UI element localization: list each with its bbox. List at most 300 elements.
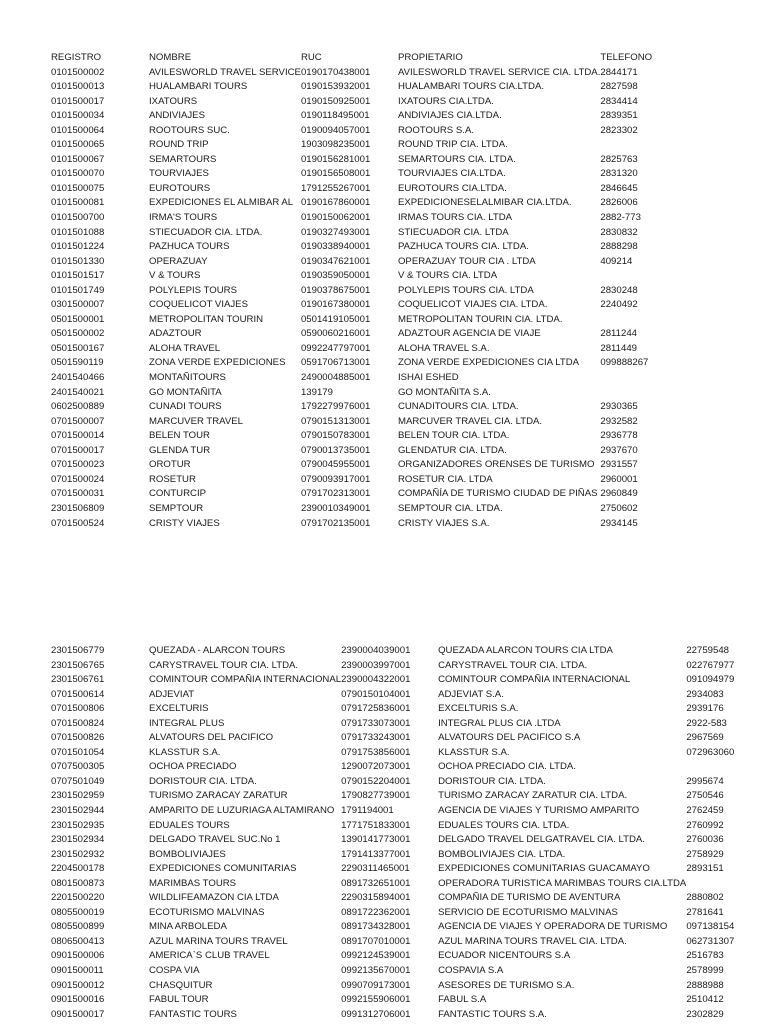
cell-registro: 0701500614 xyxy=(51,688,105,700)
cell-propietario: TOURVIAJES CIA.LTDA. xyxy=(397,168,506,180)
cell-propietario: BOMBOLIVIAJES CIA. LTDA. xyxy=(438,848,566,860)
travel-agency-table-bottom xyxy=(51,644,746,1022)
cell-nombre: HUALAMBARI TOURS xyxy=(149,81,248,93)
cell-ruc: 0190167860001 xyxy=(300,197,371,209)
table-row xyxy=(51,95,660,110)
cell-nombre: IXATOURS xyxy=(149,95,198,107)
cell-ruc: 2390004039001 xyxy=(341,645,411,656)
cell-nombre: EXPEDICIONES EL ALMIBAR AL xyxy=(149,197,294,209)
table-row xyxy=(51,659,746,674)
cell-registro: 2301506761 xyxy=(51,674,105,686)
cell-nombre: V & TOURS xyxy=(149,270,201,282)
cell-ruc: 0190156281001 xyxy=(300,153,371,165)
cell-propietario: COMPAÑIA DE TURISMO DE AVENTURA xyxy=(438,892,621,904)
cell-propietario: EDUALES TOURS CIA. LTDA. xyxy=(438,819,570,831)
cell-propietario: FANTASTIC TOURS S.A. xyxy=(438,1008,547,1020)
cell-nombre: KLASSTUR S.A. xyxy=(149,746,221,758)
cell-nombre: ADAZTOUR xyxy=(149,328,202,340)
cell-telefono: 2893151 xyxy=(686,863,724,875)
cell-propietario: EXCELTURIS S.A. xyxy=(438,703,519,715)
cell-ruc: 2390003997001 xyxy=(341,659,411,671)
cell-nombre: FABUL TOUR xyxy=(149,994,209,1006)
cell-telefono: 2830832 xyxy=(600,226,638,238)
cell-nombre: OCHOA PRECIADO xyxy=(149,761,237,773)
cell-telefono: 2880802 xyxy=(686,892,724,904)
cell-nombre: ROUND TRIP xyxy=(149,139,209,151)
header-propietario: PROPIETARIO xyxy=(397,52,463,63)
cell-ruc: 0790093917001 xyxy=(300,473,371,485)
table-row xyxy=(51,964,746,979)
cell-telefono xyxy=(600,269,660,284)
table-row xyxy=(51,848,746,863)
cell-propietario: BELEN TOUR CIA. LTDA. xyxy=(397,430,510,442)
cell-nombre: WILDLIFEAMAZON CIA LTDA xyxy=(149,892,279,904)
cell-telefono: 2930365 xyxy=(600,401,638,413)
cell-ruc: 0190170438001 xyxy=(300,66,371,78)
cell-propietario: IXATOURS CIA.LTDA. xyxy=(397,95,494,107)
cell-ruc: 0992247797001 xyxy=(300,342,371,354)
cell-nombre: FANTASTIC TOURS xyxy=(149,1008,237,1020)
table-row xyxy=(51,444,660,459)
cell-telefono: 2882-773 xyxy=(600,212,641,224)
table-row xyxy=(51,877,746,892)
cell-propietario: EXPEDICIONESELALMIBAR CIA.LTDA. xyxy=(397,197,572,209)
cell-propietario: STIECUADOR CIA. LTDA xyxy=(397,226,509,238)
cell-registro: 0501500001 xyxy=(51,313,105,325)
cell-ruc: 0190347621001 xyxy=(300,255,371,267)
cell-telefono: 2922-583 xyxy=(686,717,727,729)
table-row xyxy=(51,167,660,182)
cell-propietario: COMPAÑÍA DE TURISMO CIUDAD DE PIÑAS xyxy=(397,488,598,500)
cell-registro: 2401540466 xyxy=(51,372,105,384)
cell-telefono: 2760992 xyxy=(686,819,724,831)
cell-nombre: ANDIVIAJES xyxy=(149,110,205,122)
cell-nombre: ALOHA TRAVEL xyxy=(149,342,221,354)
cell-ruc: 0790045955001 xyxy=(300,459,371,471)
cell-ruc: 0791753856001 xyxy=(341,746,411,758)
cell-ruc: 1791255267001 xyxy=(300,182,371,194)
cell-nombre: MARCUVER TRAVEL xyxy=(149,415,244,427)
cell-nombre: CARYSTRAVEL TOUR CIA. LTDA. xyxy=(149,659,299,671)
header-registro: REGISTRO xyxy=(51,52,102,63)
cell-registro: 0901500006 xyxy=(51,950,105,962)
cell-ruc: 2490004885001 xyxy=(300,372,371,384)
cell-telefono: 2937670 xyxy=(600,444,638,456)
cell-telefono: 097138154 xyxy=(686,921,735,933)
cell-registro: 0501500167 xyxy=(51,342,105,354)
cell-telefono: 22759548 xyxy=(686,645,730,656)
cell-ruc: 0190378675001 xyxy=(300,284,371,296)
cell-registro: 0101500700 xyxy=(51,212,105,224)
cell-nombre: MONTAÑITOURS xyxy=(149,372,226,384)
cell-ruc: 1390141773001 xyxy=(341,834,411,846)
cell-registro: 0101500075 xyxy=(51,182,105,194)
cell-ruc: 0891722362001 xyxy=(341,906,411,918)
cell-propietario: CRISTY VIAJES S.A. xyxy=(397,517,490,529)
cell-ruc: 0790013735001 xyxy=(300,444,371,456)
table-row xyxy=(51,153,660,168)
cell-ruc: 1290072073001 xyxy=(341,761,411,773)
cell-ruc: 0190167380001 xyxy=(300,299,371,311)
cell-nombre: AVILESWORLD TRAVEL SERVICE xyxy=(149,66,301,78)
cell-registro: 0701500524 xyxy=(51,517,105,529)
cell-registro: 2301502959 xyxy=(51,790,105,802)
cell-registro: 0701500826 xyxy=(51,732,105,744)
cell-registro: 0805500899 xyxy=(51,921,105,933)
cell-telefono: 2826006 xyxy=(600,197,638,209)
cell-propietario: TURISMO ZARACAY ZARATUR CIA. LTDA. xyxy=(438,790,628,802)
cell-ruc: 1791194001 xyxy=(341,805,394,817)
cell-nombre: ALVATOURS DEL PACIFICO xyxy=(149,732,274,744)
cell-propietario: ROOTOURS S.A. xyxy=(397,124,475,136)
cell-propietario: ZONA VERDE EXPEDICIONES CIA LTDA xyxy=(397,357,580,369)
table-row xyxy=(51,993,746,1008)
cell-nombre: BELEN TOUR xyxy=(149,430,210,442)
cell-nombre: MINA ARBOLEDA xyxy=(149,921,227,933)
cell-propietario: ADJEVIAT S.A. xyxy=(438,688,504,700)
cell-nombre: EUROTOURS xyxy=(149,182,211,194)
table-row xyxy=(51,644,746,659)
table-row xyxy=(51,66,660,81)
cell-registro: 2301506779 xyxy=(51,645,105,656)
cell-propietario: GO MONTAÑITA S.A. xyxy=(397,386,491,398)
table-row xyxy=(51,702,746,717)
cell-telefono: 2781641 xyxy=(686,906,724,918)
cell-telefono xyxy=(600,386,660,401)
cell-telefono: 2516783 xyxy=(686,950,724,962)
cell-ruc: 0791733073001 xyxy=(341,717,411,729)
cell-propietario: COQUELICOT VIAJES CIA. LTDA. xyxy=(397,299,548,311)
table-row xyxy=(51,819,746,834)
header-nombre: NOMBRE xyxy=(149,52,192,63)
cell-propietario: DELGADO TRAVEL DELGATRAVEL CIA. LTDA. xyxy=(438,834,645,846)
table-row xyxy=(51,400,660,415)
cell-registro: 0101501088 xyxy=(51,226,105,238)
cell-telefono xyxy=(600,371,660,386)
cell-ruc: 0190094057001 xyxy=(300,124,371,136)
cell-registro: 0101501330 xyxy=(51,255,105,267)
cell-registro: 0602500889 xyxy=(51,401,105,413)
cell-propietario: ORGANIZADORES ORENSES DE TURISMO xyxy=(397,459,595,471)
cell-nombre: TURISMO ZARACAY ZARATUR xyxy=(149,790,288,802)
cell-propietario: METROPOLITAN TOURIN CIA. LTDA. xyxy=(397,313,563,325)
table-row xyxy=(51,789,746,804)
cell-propietario: ASESORES DE TURISMO S.A. xyxy=(438,979,575,991)
cell-registro: 0101500065 xyxy=(51,139,105,151)
table-row xyxy=(51,211,660,226)
cell-ruc: 0190338940001 xyxy=(300,241,371,253)
cell-propietario: AGENCIA DE VIAJES Y OPERADORA DE TURISMO xyxy=(438,921,668,933)
table-row xyxy=(51,226,660,241)
cell-nombre: OROTUR xyxy=(149,459,191,471)
cell-registro: 0707501049 xyxy=(51,775,105,787)
cell-registro: 0701500824 xyxy=(51,717,105,729)
cell-ruc: 0992155906001 xyxy=(341,994,411,1006)
cell-nombre: ECOTURISMO MALVINAS xyxy=(149,906,265,918)
cell-telefono: 2510412 xyxy=(686,994,724,1006)
table-row xyxy=(51,386,660,401)
cell-ruc: 0790152204001 xyxy=(341,775,411,787)
cell-propietario: EXPEDICIONES COMUNITARIAS GUACAMAYO xyxy=(438,863,650,875)
table-row xyxy=(51,196,660,211)
cell-nombre: TOURVIAJES xyxy=(149,168,209,180)
table-row xyxy=(51,717,746,732)
cell-nombre: ZONA VERDE EXPEDICIONES xyxy=(149,357,286,369)
table-row xyxy=(51,458,660,473)
cell-registro: 0101500064 xyxy=(51,124,105,136)
cell-ruc: 0190118495001 xyxy=(300,110,370,122)
cell-propietario: EUROTOURS CIA.LTDA. xyxy=(397,182,507,194)
cell-telefono: 091094979 xyxy=(686,674,735,686)
cell-nombre: ROOTOURS SUC. xyxy=(149,124,230,136)
cell-telefono: 099888267 xyxy=(600,357,649,369)
header-row xyxy=(51,51,660,66)
cell-nombre: SEMPTOUR xyxy=(149,502,204,514)
table-row xyxy=(51,502,660,517)
cell-nombre: COSPA VIA xyxy=(149,965,200,977)
cell-nombre: DELGADO TRAVEL SUC.No 1 xyxy=(149,834,281,846)
cell-ruc: 1771751833001 xyxy=(341,819,411,831)
cell-propietario: V & TOURS CIA. LTDA xyxy=(397,270,498,282)
cell-nombre: EXCELTURIS xyxy=(149,703,209,715)
cell-nombre: AMERICA`S CLUB TRAVEL xyxy=(149,950,270,962)
cell-registro: 0701500023 xyxy=(51,459,105,471)
table-row xyxy=(51,891,746,906)
table-row xyxy=(51,269,660,284)
cell-nombre: DORISTOUR CIA. LTDA. xyxy=(149,775,257,787)
table-row xyxy=(51,775,746,790)
cell-telefono: 2762459 xyxy=(686,805,724,817)
cell-ruc: 139179 xyxy=(300,386,333,398)
header-ruc: RUC xyxy=(300,52,322,63)
cell-nombre: CUNADI TOURS xyxy=(149,401,222,413)
cell-propietario: COMINTOUR COMPAÑIA INTERNACIONAL xyxy=(438,674,631,686)
cell-ruc: 0190150925001 xyxy=(300,95,371,107)
table-row xyxy=(51,804,746,819)
cell-telefono: 2931557 xyxy=(600,459,638,471)
cell-telefono: 2823302 xyxy=(600,124,638,136)
cell-registro: 0701500806 xyxy=(51,703,105,715)
cell-ruc: 0591706713001 xyxy=(300,357,371,369)
cell-propietario: IRMAS TOURS CIA. LTDA xyxy=(397,212,513,224)
table-row xyxy=(51,688,746,703)
cell-registro: 0701500024 xyxy=(51,473,105,485)
table-row xyxy=(51,415,660,430)
cell-telefono: 2934145 xyxy=(600,517,638,529)
cell-propietario: ADAZTOUR AGENCIA DE VIAJE xyxy=(397,328,541,340)
cell-telefono: 022767977 xyxy=(686,659,735,671)
cell-registro: 0101500081 xyxy=(51,197,105,209)
cell-ruc: 0190150062001 xyxy=(300,212,371,224)
cell-ruc: 0190156508001 xyxy=(300,168,371,180)
cell-registro: 2201500220 xyxy=(51,892,105,904)
cell-propietario: HUALAMBARI TOURS CIA.LTDA. xyxy=(397,81,545,93)
cell-ruc: 0791725836001 xyxy=(341,703,411,715)
cell-telefono xyxy=(686,760,746,775)
table-row xyxy=(51,517,660,532)
cell-ruc: 0190359050001 xyxy=(300,270,371,282)
cell-ruc: 0991312706001 xyxy=(341,1008,411,1020)
cell-telefono: 2578999 xyxy=(686,965,724,977)
cell-propietario: AZUL MARINA TOURS TRAVEL CIA. LTDA. xyxy=(438,935,627,947)
cell-propietario: ALOHA TRAVEL S.A. xyxy=(397,342,490,354)
table-row xyxy=(51,473,660,488)
cell-registro: 0901500016 xyxy=(51,994,105,1006)
cell-ruc: 0790151313001 xyxy=(300,415,371,427)
cell-ruc: 2390010349001 xyxy=(300,502,371,514)
cell-registro: 2301502934 xyxy=(51,834,105,846)
cell-ruc: 0501419105001 xyxy=(300,313,371,325)
cell-propietario: ALVATOURS DEL PACIFICO S.A xyxy=(438,732,581,744)
cell-propietario: ISHAI ESHED xyxy=(397,372,459,384)
cell-registro: 0101501517 xyxy=(51,270,105,282)
cell-nombre: IRMA'S TOURS xyxy=(149,212,218,224)
cell-telefono: 2302829 xyxy=(686,1008,724,1020)
cell-registro: 0805500019 xyxy=(51,906,105,918)
table-row xyxy=(51,109,660,124)
cell-ruc: 0990709173001 xyxy=(341,979,411,991)
cell-nombre: GLENDA TUR xyxy=(149,444,211,456)
cell-telefono: 2760036 xyxy=(686,834,724,846)
cell-propietario: AVILESWORLD TRAVEL SERVICE CIA. LTDA. xyxy=(397,66,601,78)
cell-telefono: 2846645 xyxy=(600,182,638,194)
cell-ruc: 0891707010001 xyxy=(341,935,411,947)
cell-ruc: 0791733243001 xyxy=(341,732,411,744)
cell-propietario: OPERADORA TURISTICA MARIMBAS TOURS CIA.LTDA xyxy=(438,877,687,889)
table-row xyxy=(51,124,660,139)
cell-registro: 0101500002 xyxy=(51,66,105,78)
cell-telefono xyxy=(686,877,746,892)
cell-telefono: 2240492 xyxy=(600,299,638,311)
cell-telefono: 2888988 xyxy=(686,979,724,991)
cell-telefono: 2831320 xyxy=(600,168,638,180)
cell-ruc: 0190153932001 xyxy=(300,81,371,93)
cell-nombre: ADJEVIAT xyxy=(149,688,195,700)
cell-registro: 0701500031 xyxy=(51,488,105,500)
cell-nombre: STIECUADOR CIA. LTDA. xyxy=(149,226,263,238)
cell-registro: 0707500305 xyxy=(51,761,105,773)
cell-registro: 0101501749 xyxy=(51,284,105,296)
cell-registro: 0806500413 xyxy=(51,935,105,947)
cell-registro: 2301502944 xyxy=(51,805,105,817)
cell-registro: 0701500007 xyxy=(51,415,105,427)
cell-ruc: 1903098235001 xyxy=(300,139,371,151)
cell-nombre: INTEGRAL PLUS xyxy=(149,717,225,729)
cell-propietario: GLENDATUR CIA. LTDA. xyxy=(397,444,507,456)
cell-registro: 0101500070 xyxy=(51,168,105,180)
cell-telefono: 2932582 xyxy=(600,415,638,427)
table-row xyxy=(51,356,660,371)
cell-registro: 0501590119 xyxy=(51,357,104,369)
cell-telefono xyxy=(600,138,660,153)
cell-propietario: ROUND TRIP CIA. LTDA. xyxy=(397,139,508,151)
cell-telefono: 2811244 xyxy=(600,328,638,340)
cell-telefono: 2839351 xyxy=(600,110,638,122)
cell-telefono: 2939176 xyxy=(686,703,724,715)
table-row xyxy=(51,1008,746,1023)
cell-ruc: 0791702135001 xyxy=(300,517,371,529)
table-row xyxy=(51,935,746,950)
cell-propietario: ROSETUR CIA. LTDA xyxy=(397,473,493,485)
cell-telefono: 409214 xyxy=(600,255,633,267)
cell-registro: 0101500034 xyxy=(51,110,105,122)
cell-nombre: GO MONTAÑITA xyxy=(149,386,222,398)
cell-nombre: CHASQUITUR xyxy=(149,979,213,991)
cell-telefono: 2960001 xyxy=(600,473,638,485)
cell-registro: 0701500017 xyxy=(51,444,105,456)
table-row xyxy=(51,255,660,270)
cell-registro: 2204500178 xyxy=(51,863,105,875)
cell-ruc: 1792279976001 xyxy=(300,401,371,413)
table-row xyxy=(51,327,660,342)
cell-propietario: PAZHUCA TOURS CIA. LTDA. xyxy=(397,241,529,253)
cell-registro: 0101500067 xyxy=(51,153,105,165)
cell-propietario: AGENCIA DE VIAJES Y TURISMO AMPARITO xyxy=(438,805,640,817)
cell-propietario: SEMARTOURS CIA. LTDA. xyxy=(397,153,516,165)
table-row xyxy=(51,80,660,95)
table-row xyxy=(51,371,660,386)
cell-propietario: INTEGRAL PLUS CIA .LTDA xyxy=(438,717,561,729)
cell-telefono: 2844171 xyxy=(600,66,638,78)
cell-registro: 0901500012 xyxy=(51,979,105,991)
cell-ruc: 0791702313001 xyxy=(300,488,371,500)
cell-telefono: 2934083 xyxy=(686,688,724,700)
cell-nombre: AZUL MARINA TOURS TRAVEL xyxy=(149,935,288,947)
table-row xyxy=(51,862,746,877)
cell-telefono: 2750546 xyxy=(686,790,724,802)
cell-nombre: QUEZADA - ALARCON TOURS xyxy=(149,645,286,656)
table-row xyxy=(51,429,660,444)
cell-nombre: OPERAZUAY xyxy=(149,255,208,267)
cell-ruc: 0992124539001 xyxy=(341,950,411,962)
table-row xyxy=(51,906,746,921)
cell-telefono: 2995674 xyxy=(686,775,724,787)
cell-nombre: COQUELICOT VIAJES xyxy=(149,299,248,311)
cell-propietario: MARCUVER TRAVEL CIA. LTDA. xyxy=(397,415,543,427)
cell-ruc: 0790150783001 xyxy=(300,430,371,442)
cell-nombre: BOMBOLIVIAJES xyxy=(149,848,226,860)
cell-nombre: ROSETUR xyxy=(149,473,196,485)
cell-propietario: POLYLEPIS TOURS CIA. LTDA xyxy=(397,284,534,296)
cell-telefono: 2834414 xyxy=(600,95,638,107)
cell-registro: 0301500007 xyxy=(51,299,105,311)
cell-propietario: ANDIVIAJES CIA.LTDA. xyxy=(397,110,502,122)
cell-propietario: OPERAZUAY TOUR CIA . LTDA xyxy=(397,255,536,267)
cell-telefono: 2827598 xyxy=(600,81,638,93)
travel-agency-table-top xyxy=(51,51,660,531)
cell-ruc: 0790150104001 xyxy=(341,688,411,700)
table-row xyxy=(51,487,660,502)
cell-registro: 2301502932 xyxy=(51,848,105,860)
cell-ruc: 0891734328001 xyxy=(341,921,411,933)
cell-telefono: 2825763 xyxy=(600,153,638,165)
cell-telefono xyxy=(600,313,660,328)
table-row xyxy=(51,313,660,328)
cell-ruc: 0992135670001 xyxy=(341,965,411,977)
cell-nombre: COMINTOUR COMPAÑIA INTERNACIONAL xyxy=(149,674,342,686)
table-row xyxy=(51,731,746,746)
cell-ruc: 0590060216001 xyxy=(300,328,371,340)
cell-telefono: 072963060 xyxy=(686,746,735,758)
cell-ruc: 1791413377001 xyxy=(341,848,411,860)
cell-propietario: CUNADITOURS CIA. LTDA. xyxy=(397,401,519,413)
cell-telefono: 2967569 xyxy=(686,732,724,744)
cell-ruc: 2290311465001 xyxy=(341,863,410,875)
cell-telefono: 2960849 xyxy=(600,488,638,500)
cell-nombre: PAZHUCA TOURS xyxy=(149,241,230,253)
cell-telefono: 2830248 xyxy=(600,284,638,296)
cell-ruc: 2290315894001 xyxy=(341,892,411,904)
